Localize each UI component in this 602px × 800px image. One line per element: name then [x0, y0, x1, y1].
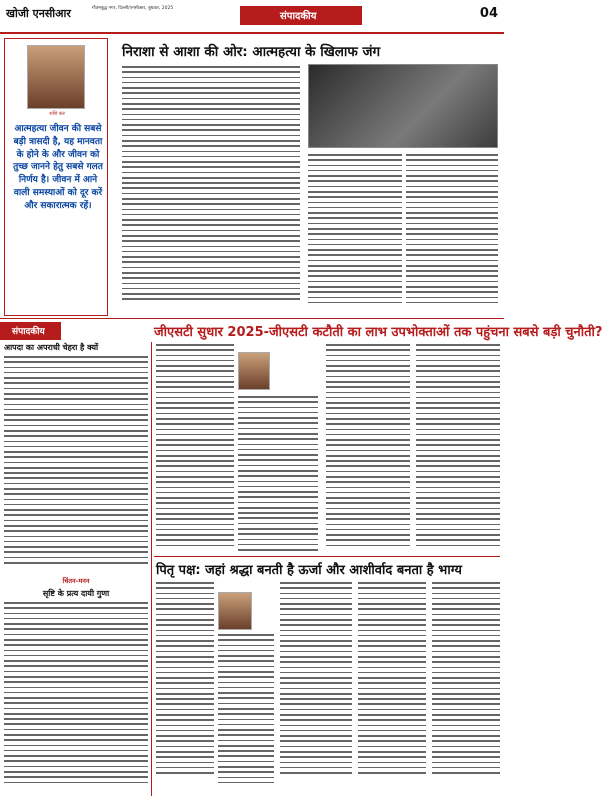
pull-quote: आत्महत्या जीवन की सबसे बड़ी त्रासदी है, यह मानवता के होने के और जीवन को तुच्छ जानने हेतु सबसे गलत निर्णय है। जीवन में आने वाली समस्याओं को दूर करें और सकारात्मक रहें। [13, 124, 103, 211]
author-photo [27, 45, 85, 109]
gst-text-col4 [416, 344, 500, 550]
section-divider [0, 318, 504, 319]
page-header [0, 0, 504, 34]
gst-text-col3 [326, 344, 410, 550]
author-name: शशि कर [49, 111, 65, 117]
editorial-tag: संपादकीय [0, 322, 61, 340]
column-divider [151, 342, 152, 796]
section-title: संपादकीय [240, 6, 362, 25]
author-photo-pitru [218, 592, 252, 630]
story-divider [154, 556, 500, 557]
pitru-text-col2 [218, 634, 274, 787]
page-number: 04 [479, 6, 498, 21]
chintan-text [4, 602, 148, 787]
author-photo-gst [238, 352, 270, 390]
header-meta: गौतमबुद्ध नगर, दिल्ली/एनसीआर, बुधवार, 2025 [92, 6, 174, 11]
gst-headline: जीएसटी सुधार 2025-जीएसटी कटौती का लाभ उपभोक्ताओं तक पहुंचना सबसे बड़ी चुनौती? [154, 325, 602, 340]
lead-text-col1 [122, 66, 300, 304]
lead-text-col3 [406, 154, 498, 307]
author-column [4, 38, 108, 316]
pitru-text-col5 [432, 582, 500, 777]
left-story-text [4, 356, 148, 567]
lead-photo [308, 64, 498, 148]
pitru-text-col1 [156, 582, 214, 777]
pitru-text-col3 [280, 582, 352, 777]
masthead-logo: खोजी एनसीआर [6, 7, 71, 20]
pitru-text-col4 [358, 582, 426, 777]
pitru-paksha-headline: पितृ पक्ष: जहां श्रद्धा बनती है ऊर्जा और आशीर्वाद बनता है भाग्य [156, 563, 462, 578]
lead-story [112, 38, 500, 316]
left-story-headline: आपदा का अपराधी चेहरा है क्यों [4, 343, 99, 352]
gst-text-col2 [238, 396, 318, 554]
lead-headline: निराशा से आशा की ओर: आत्महत्या के खिलाफ जंग [122, 44, 381, 60]
gst-text-col1 [156, 344, 234, 550]
chintan-headline: सृष्टि के प्रत्य दायी गुणा [42, 589, 110, 598]
lead-text-col2 [308, 154, 402, 307]
chintan-tag: चिंतन-मनन [62, 577, 90, 585]
